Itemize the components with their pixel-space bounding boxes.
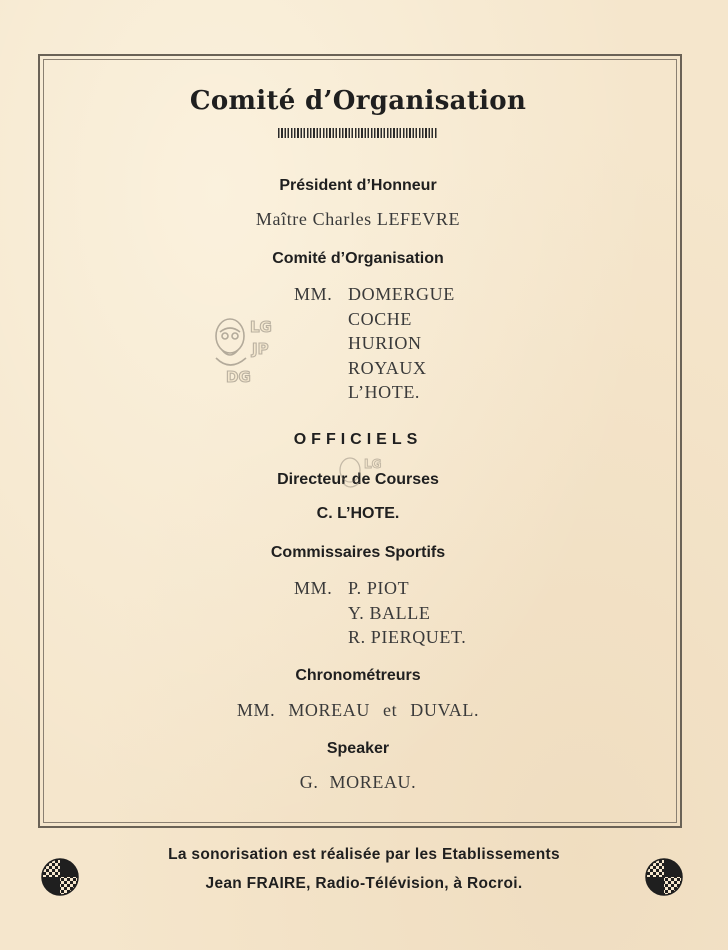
commissaire-name: R. PIERQUET.: [348, 627, 467, 647]
member-name: ROYAUX: [348, 357, 427, 378]
member-name: L’HOTE.: [348, 382, 421, 402]
commissaires-prefix: MM.: [294, 578, 333, 598]
portrait-monogram-watermark: [208, 312, 288, 392]
member-name: COCHE: [348, 308, 413, 329]
list-item: [294, 625, 466, 650]
commissaires-list: [294, 576, 466, 650]
portrait-monogram-watermark-small: [334, 452, 394, 496]
footer-line-2: Jean FRAIRE, Radio-Télévision, à Rocroi.: [205, 875, 523, 892]
checkered-badge-icon-left: [40, 857, 80, 897]
member-name: DOMERGUE: [348, 284, 455, 304]
commissaires-heading: Commissaires Sportifs: [270, 544, 446, 561]
list-item: [294, 356, 455, 381]
list-item: [294, 307, 455, 332]
watermark-letters-top-small: LG: [364, 457, 382, 471]
footer-line-1: La sonorisation est réalisée par les Etablissements: [168, 846, 560, 863]
honor-name: Maître Charles LEFEVRE: [255, 209, 461, 229]
list-item: [294, 380, 455, 405]
speaker-name: G. MOREAU.: [299, 772, 417, 792]
checkered-badge-icon-right: [644, 857, 684, 897]
chrono-names: MM. MOREAU et DUVAL.: [236, 700, 480, 720]
commissaire-name: Y. BALLE: [348, 602, 431, 623]
commissaire-name: P. PIOT: [348, 578, 410, 598]
officiels-heading: OFFICIELS: [293, 431, 423, 448]
directeur-name: C. L’HOTE.: [316, 505, 400, 522]
organisation-heading: Comité d’Organisation: [272, 250, 444, 267]
directeur-heading: Directeur de Courses: [277, 471, 439, 488]
members-prefix: MM.: [294, 284, 333, 304]
watermark-letters-mid: JP: [252, 340, 269, 358]
organisation-members-list: [294, 282, 455, 405]
chrono-heading: Chronométreurs: [295, 667, 421, 684]
watermark-letters-top: LG: [250, 318, 272, 336]
list-item: [294, 576, 466, 601]
watermark-letters-bottom: DG: [226, 368, 251, 386]
list-item: [294, 331, 455, 356]
list-item: [294, 601, 466, 626]
title-underline-ornament: [278, 128, 438, 138]
list-item: [294, 282, 455, 307]
speaker-heading: Speaker: [326, 740, 390, 757]
page-title: Comité d’Organisation: [189, 86, 527, 116]
member-name: HURION: [348, 333, 422, 353]
honor-heading: Président d’Honneur: [279, 177, 437, 194]
